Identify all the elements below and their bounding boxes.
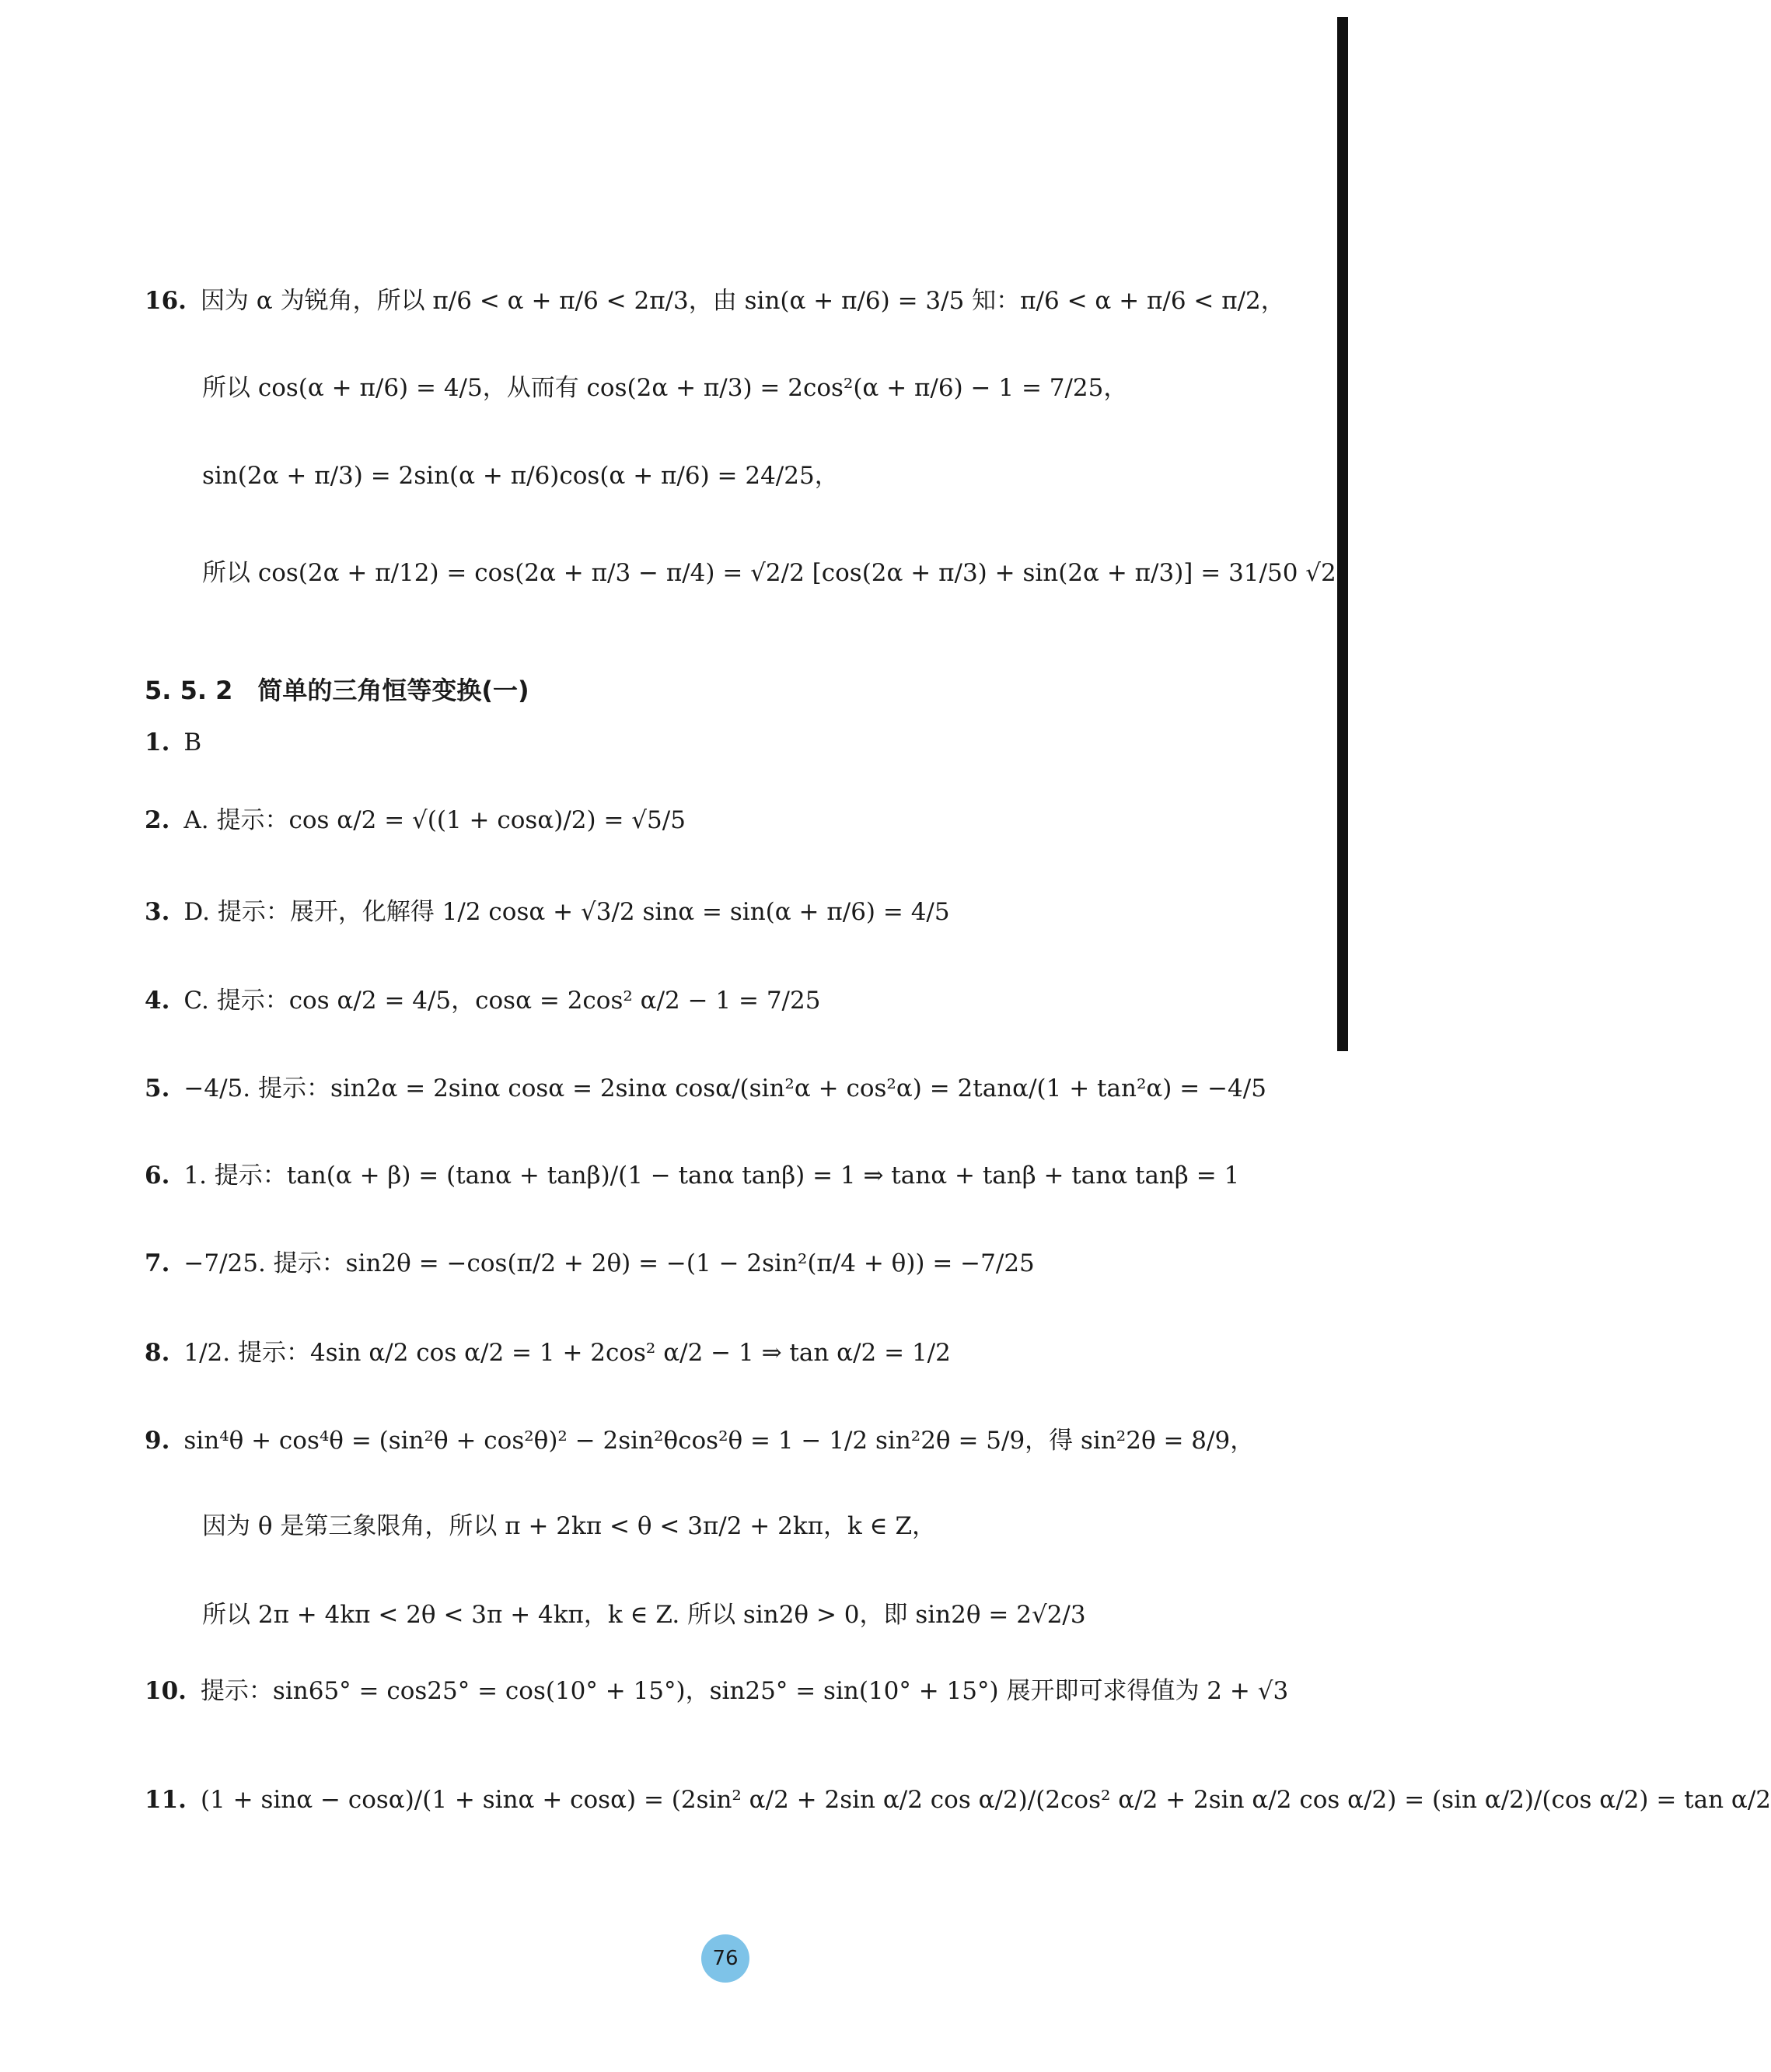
problem-16-line-4: 所以 cos(2α + π/12) = cos(2α + π/3 − π/4) = √2/2 [cos(2α + π/3) + sin(2α + π/3)] = 31/50 √2 [202, 559, 1336, 587]
answer-number: 7. [145, 1249, 170, 1277]
answer-text: B [183, 729, 202, 756]
answer-text: sin⁴θ + cos⁴θ = (sin²θ + cos²θ)² − 2sin²θcos²θ = 1 − 1/2 sin²2θ = 5/9，得 sin²2θ = 8/9， [183, 1427, 1255, 1455]
page-edge-bar [1337, 17, 1348, 1051]
answer-number: 4. [145, 987, 170, 1015]
answer-9-line-2: 因为 θ 是第三象限角，所以 π + 2kπ < θ < 3π/2 + 2kπ，k ∈ Z， [202, 1512, 936, 1540]
section-title: 5. 5. 2 简单的三角恒等变换(一) [145, 676, 529, 705]
answer-text: 提示：sin65° = cos25° = cos(10° + 15°)，sin25° = sin(10° + 15°) 展开即可求得值为 2 + √3 [200, 1677, 1289, 1705]
answer-text: (1 + sinα − cosα)/(1 + sinα + cosα) = (2sin² α/2 + 2sin α/2 cos α/2)/(2cos² α/2 + 2sin α/2 cos α/2) = (sin α/2)/(cos α/2) = tan α/2 [200, 1786, 1771, 1814]
answer-9-line-3: 所以 2π + 4kπ < 2θ < 3π + 4kπ，k ∈ Z. 所以 sin2θ > 0，即 sin2θ = 2√2/3 [202, 1601, 1086, 1629]
answer-text: 1. 提示：tan(α + β) = (tanα + tanβ)/(1 − tanα tanβ) = 1 ⇒ tanα + tanβ + tanα tanβ = 1 [183, 1162, 1240, 1190]
answer-number: 9. [145, 1427, 170, 1455]
problem-text: 因为 α 为锐角，所以 π/6 < α + π/6 < 2π/3，由 sin(α + π/6) = 3/5 知：π/6 < α + π/6 < π/2， [200, 287, 1285, 315]
answer-2 [145, 806, 1328, 834]
answer-text: −7/25. 提示：sin2θ = −cos(π/2 + 2θ) = −(1 − 2sin²(π/4 + θ)) = −7/25 [183, 1249, 1035, 1277]
answer-text: D. 提示：展开，化解得 1/2 cosα + √3/2 sinα = sin(α + π/6) = 4/5 [183, 898, 950, 926]
answer-9 [145, 1429, 1328, 1453]
answer-text: −4/5. 提示：sin2α = 2sinα cosα = 2sinα cosα/(sin²α + cos²α) = 2tanα/(1 + tan²α) = −4/5 [183, 1074, 1266, 1102]
problem-16-line-2: 所以 cos(α + π/6) = 4/5，从而有 cos(2α + π/3) = 2cos²(α + π/6) − 1 = 7/25， [202, 374, 1128, 402]
answer-number: 2. [145, 806, 170, 834]
answer-number: 6. [145, 1162, 170, 1190]
answer-number: 3. [145, 898, 170, 926]
page-number-badge: 76 [701, 1934, 749, 1983]
answer-7 [145, 1249, 1328, 1277]
answer-number: 5. [145, 1074, 170, 1102]
answer-11 [145, 1786, 1771, 1814]
answer-text: 1/2. 提示：4sin α/2 cos α/2 = 1 + 2cos² α/2 − 1 ⇒ tan α/2 = 1/2 [183, 1339, 951, 1367]
answer-4 [145, 989, 1328, 1013]
answer-1 [145, 731, 1328, 755]
answer-10 [145, 1679, 1328, 1703]
answer-number: 10. [145, 1677, 187, 1705]
answer-6 [145, 1164, 1328, 1188]
answer-number: 8. [145, 1339, 170, 1367]
answer-text: A. 提示：cos α/2 = √((1 + cosα)/2) = √5/5 [183, 806, 686, 834]
problem-number: 16. [145, 287, 187, 315]
answer-number: 1. [145, 729, 170, 756]
answer-number: 11. [145, 1786, 187, 1814]
problem-16-line-1 [145, 289, 1328, 313]
answer-text: C. 提示：cos α/2 = 4/5，cosα = 2cos² α/2 − 1 = 7/25 [183, 987, 821, 1015]
answer-8 [145, 1341, 1328, 1365]
answer-3 [145, 900, 1328, 924]
problem-16-line-3: sin(2α + π/3) = 2sin(α + π/6)cos(α + π/6) = 24/25， [202, 462, 839, 490]
answer-5 [145, 1074, 1328, 1102]
